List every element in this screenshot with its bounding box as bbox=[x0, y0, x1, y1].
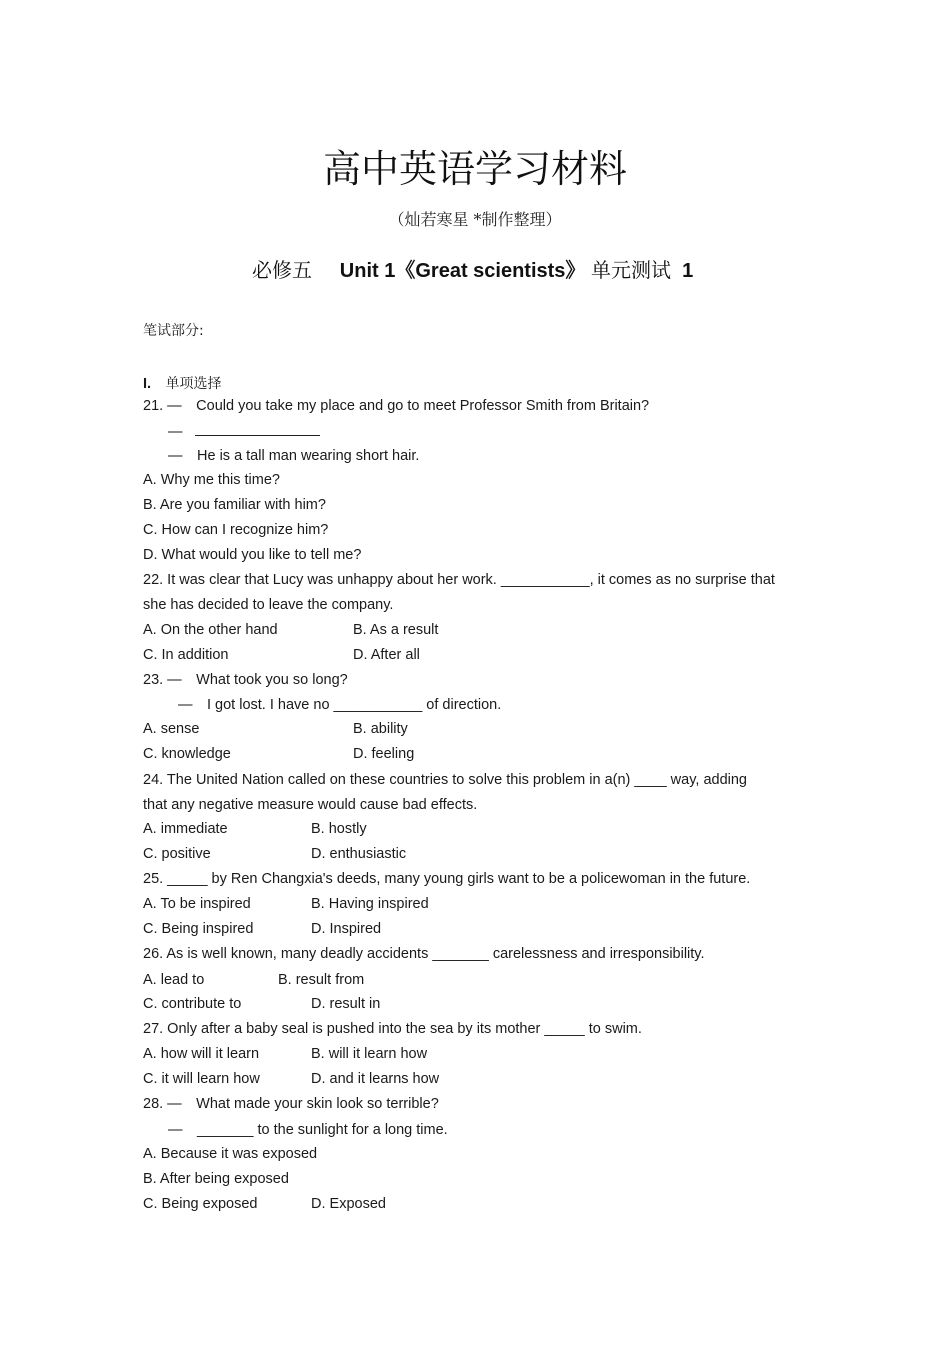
q27-stem: 27. Only after a baby seal is pushed into the sea by its mother _____ to swim. bbox=[143, 1021, 642, 1037]
q27-option-a: A. how will it learn bbox=[143, 1046, 260, 1062]
q28-option-a: A. Because it was exposed bbox=[143, 1146, 318, 1162]
unit-suffix: 单元测试 bbox=[590, 258, 671, 282]
q21-blank-line bbox=[168, 422, 320, 441]
q25-option-d: D. Inspired bbox=[311, 921, 382, 937]
q22-option-d: D. After all bbox=[353, 647, 420, 663]
q22-stem-2: she has decided to leave the company. bbox=[143, 597, 394, 613]
document-subtitle: （灿若寒星 *制作整理） bbox=[388, 210, 562, 229]
q28-option-d: D. Exposed bbox=[311, 1196, 386, 1212]
q21-option-a: A. Why me this time? bbox=[143, 472, 280, 488]
q22-option-b: B. As a result bbox=[353, 622, 439, 638]
q27-option-d: D. and it learns how bbox=[311, 1071, 440, 1087]
q21-option-b: B. Are you familiar with him? bbox=[143, 497, 326, 513]
q23-option-d: D. feeling bbox=[353, 746, 415, 762]
q24-option-d: D. enthusiastic bbox=[311, 846, 407, 862]
q28-option-b: B. After being exposed bbox=[143, 1171, 289, 1187]
part-number: I. bbox=[143, 376, 152, 392]
q26-option-a: A. lead to bbox=[143, 972, 205, 988]
q24-stem-2: that any negative measure would cause bad effects. bbox=[143, 797, 478, 813]
unit-number: 1 bbox=[682, 260, 694, 282]
q23-reply: — I got lost. I have no ___________ of direction. bbox=[178, 697, 502, 713]
q24-option-b: B. hostly bbox=[311, 821, 367, 837]
part-heading bbox=[143, 373, 222, 393]
q23-option-a: A. sense bbox=[143, 721, 200, 737]
q21-reply: — He is a tall man wearing short hair. bbox=[168, 448, 420, 464]
q27-option-b: B. will it learn how bbox=[311, 1046, 428, 1062]
q23-option-c: C. knowledge bbox=[143, 746, 231, 762]
document-title: 高中英语学习材料 bbox=[322, 147, 627, 191]
q24-option-c: C. positive bbox=[143, 846, 211, 862]
q22-option-c: C. In addition bbox=[143, 647, 229, 663]
unit-prefix: 必修五 bbox=[252, 258, 312, 282]
q23-option-b: B. ability bbox=[353, 721, 408, 737]
q21-option-c: C. How can I recognize him? bbox=[143, 522, 329, 538]
q25-stem: 25. _____ by Ren Changxia's deeds, many young girls want to be a policewoman in the future. bbox=[143, 871, 751, 887]
unit-name: Unit 1《Great scientists》 bbox=[339, 260, 586, 282]
answer-blank bbox=[195, 422, 320, 436]
unit-heading bbox=[252, 254, 693, 283]
q26-stem: 26. As is well known, many deadly accidents _______ carelessness and irresponsibility. bbox=[143, 946, 705, 962]
section-written: 笔试部分: bbox=[143, 323, 204, 339]
q22-stem-1: 22. It was clear that Lucy was unhappy about her work. ___________, it comes as no surprise that bbox=[143, 572, 775, 588]
q28-reply: — _______ to the sunlight for a long time. bbox=[168, 1122, 448, 1138]
q24-stem-1: 24. The United Nation called on these countries to solve this problem in a(n) ____ way, adding bbox=[143, 772, 747, 788]
q27-option-c: C. it will learn how bbox=[143, 1071, 260, 1087]
q23-stem: 23. — What took you so long? bbox=[143, 672, 348, 688]
q21-dash: — bbox=[168, 424, 183, 440]
part-title: 单项选择 bbox=[165, 376, 222, 392]
q26-option-d: D. result in bbox=[311, 996, 381, 1012]
q21-option-d: D. What would you like to tell me? bbox=[143, 547, 362, 563]
q28-option-c: C. Being exposed bbox=[143, 1196, 258, 1212]
q26-option-b: B. result from bbox=[278, 972, 365, 988]
q28-stem: 28. — What made your skin look so terrible? bbox=[143, 1096, 439, 1112]
q21-stem: 21. — Could you take my place and go to meet Professor Smith from Britain? bbox=[143, 398, 650, 414]
q25-option-c: C. Being inspired bbox=[143, 921, 254, 937]
q22-option-a: A. On the other hand bbox=[143, 622, 278, 638]
q24-option-a: A. immediate bbox=[143, 821, 228, 837]
q25-option-a: A. To be inspired bbox=[143, 896, 251, 912]
q26-option-c: C. contribute to bbox=[143, 996, 242, 1012]
q25-option-b: B. Having inspired bbox=[311, 896, 429, 912]
